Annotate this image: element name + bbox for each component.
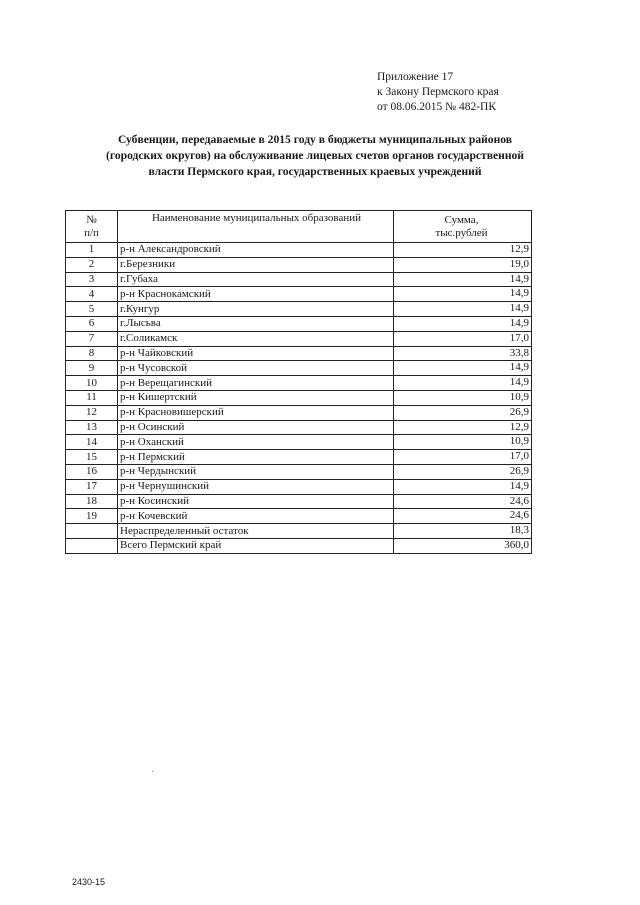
scan-speck — [152, 771, 153, 772]
row-name: р-н Кочевский — [118, 509, 394, 524]
row-sum: 14,9 — [394, 316, 532, 331]
title-line-2: (городских округов) на обслуживание лицевых счетов органов государственной — [105, 149, 524, 162]
row-number: 12 — [66, 405, 118, 420]
row-sum: 14,9 — [394, 302, 532, 317]
row-sum: 17,0 — [394, 450, 532, 465]
table-row — [66, 287, 532, 302]
table-row — [66, 331, 532, 346]
row-sum: 26,9 — [394, 464, 532, 479]
table-row — [66, 509, 532, 524]
row-name: р-н Чернушинский — [118, 479, 394, 494]
row-sum: 360,0 — [394, 538, 532, 553]
row-name: г.Березники — [118, 257, 394, 272]
row-sum: 12,9 — [394, 420, 532, 435]
row-name: р-н Чусовской — [118, 361, 394, 376]
table-header — [66, 211, 532, 243]
row-number: 6 — [66, 316, 118, 331]
table-row — [66, 464, 532, 479]
row-sum: 26,9 — [394, 405, 532, 420]
row-number — [66, 538, 118, 553]
table-row — [66, 316, 532, 331]
appendix-line-2: к Закону Пермского края — [377, 86, 499, 98]
row-number: 1 — [66, 243, 118, 258]
row-number: 10 — [66, 376, 118, 391]
row-number: 2 — [66, 257, 118, 272]
row-sum: 33,8 — [394, 346, 532, 361]
row-name: г.Лысьва — [118, 316, 394, 331]
table-row — [66, 376, 532, 391]
row-name: г.Кунгур — [118, 302, 394, 317]
header-sum — [394, 211, 532, 243]
row-name: р-н Чайковский — [118, 346, 394, 361]
row-number: 9 — [66, 361, 118, 376]
row-sum: 14,9 — [394, 361, 532, 376]
row-name: р-н Кишертский — [118, 390, 394, 405]
row-number: 11 — [66, 390, 118, 405]
row-sum: 12,9 — [394, 243, 532, 258]
row-sum: 14,9 — [394, 272, 532, 287]
table-row — [66, 346, 532, 361]
table-header-row — [66, 211, 532, 243]
row-sum: 14,9 — [394, 287, 532, 302]
table-row — [66, 390, 532, 405]
header-number-line-2: п/п — [84, 226, 99, 239]
table-row — [66, 435, 532, 450]
table-row — [66, 479, 532, 494]
row-name: Всего Пермский край — [118, 538, 394, 553]
total-row — [66, 538, 532, 553]
table-row — [66, 257, 532, 272]
row-sum: 14,9 — [394, 479, 532, 494]
header-number-line-1: № — [86, 213, 97, 226]
row-sum: 18,3 — [394, 524, 532, 539]
appendix-line-3: от 08.06.2015 № 482-ПК — [377, 101, 497, 113]
table-row — [66, 302, 532, 317]
title-line-1: Субвенции, передаваемые в 2015 году в бюджеты муниципальных районов — [117, 133, 513, 146]
title-line-3: власти Пермского края, государственных краевых учреждений — [148, 165, 482, 178]
row-number: 13 — [66, 420, 118, 435]
row-sum: 24,6 — [394, 494, 532, 509]
appendix-header — [377, 70, 527, 115]
row-number: 18 — [66, 494, 118, 509]
header-sum-line-2: тыс.рублей — [435, 226, 488, 239]
row-number: 19 — [66, 509, 118, 524]
table-row — [66, 405, 532, 420]
row-name: р-н Оханский — [118, 435, 394, 450]
row-sum: 10,9 — [394, 435, 532, 450]
row-number: 7 — [66, 331, 118, 346]
reserve-row — [66, 524, 532, 539]
document-title — [60, 132, 570, 180]
row-name: г.Губаха — [118, 272, 394, 287]
row-number: 16 — [66, 464, 118, 479]
row-number: 5 — [66, 302, 118, 317]
row-number: 3 — [66, 272, 118, 287]
row-name: р-н Пермский — [118, 450, 394, 465]
row-name: р-н Краснокамский — [118, 287, 394, 302]
row-number: 4 — [66, 287, 118, 302]
row-name: р-н Красновишерский — [118, 405, 394, 420]
table-row — [66, 494, 532, 509]
table-row — [66, 450, 532, 465]
row-name: р-н Верещагинский — [118, 376, 394, 391]
row-sum: 17,0 — [394, 331, 532, 346]
subvention-table — [65, 210, 532, 554]
row-number: 17 — [66, 479, 118, 494]
table-row — [66, 243, 532, 258]
row-sum: 10,9 — [394, 390, 532, 405]
table-row — [66, 361, 532, 376]
row-sum: 14,9 — [394, 376, 532, 391]
header-name: Наименование муниципальных образований — [118, 211, 394, 243]
row-number: 15 — [66, 450, 118, 465]
header-number — [66, 211, 118, 243]
row-sum: 24,6 — [394, 509, 532, 524]
table-row — [66, 420, 532, 435]
row-name: р-н Чердынский — [118, 464, 394, 479]
header-sum-line-1: Сумма, — [444, 213, 479, 226]
row-name: г.Соликамск — [118, 331, 394, 346]
row-number: 14 — [66, 435, 118, 450]
row-name: р-н Косинский — [118, 494, 394, 509]
appendix-line-1: Приложение 17 — [377, 71, 454, 83]
row-name: Нераспределенный остаток — [118, 524, 394, 539]
row-number: 8 — [66, 346, 118, 361]
row-name: р-н Осинский — [118, 420, 394, 435]
row-number — [66, 524, 118, 539]
row-name: р-н Александровский — [118, 243, 394, 258]
document-code: 2430-15 — [72, 877, 106, 887]
table-body — [66, 243, 532, 554]
row-sum: 19,0 — [394, 257, 532, 272]
table-row — [66, 272, 532, 287]
